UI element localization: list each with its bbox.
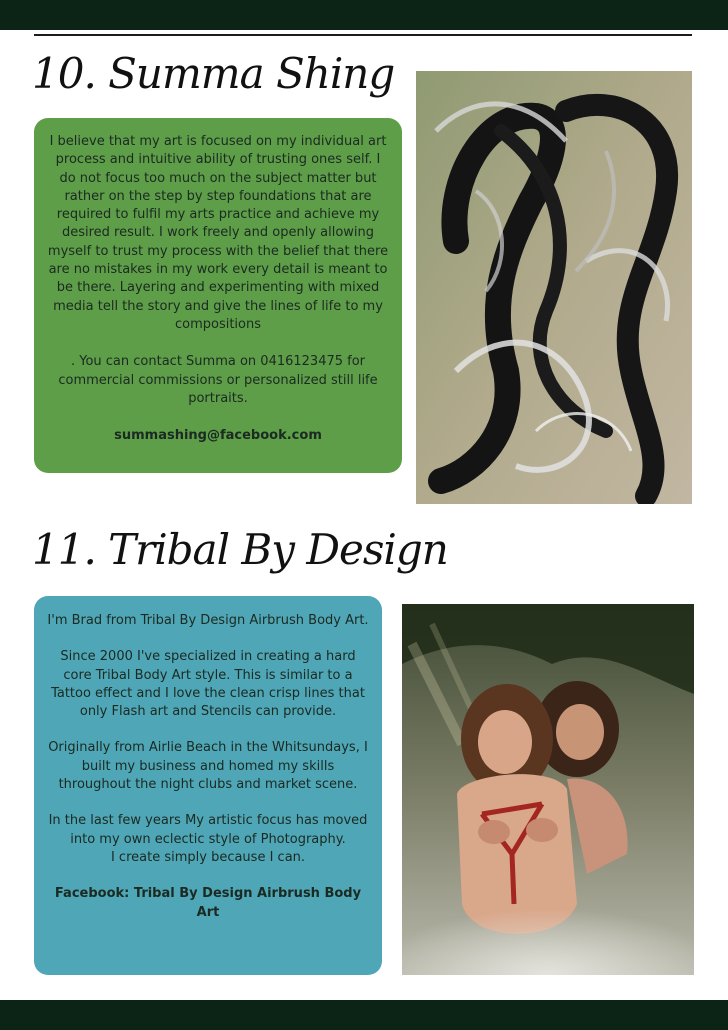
tribal-photograph-image (402, 604, 694, 975)
section-title-tribal-by-design: 11. Tribal By Design (32, 525, 448, 574)
section-title-summa-shing: 10. Summa Shing (32, 49, 395, 98)
tribal-photograph-graphic (402, 604, 694, 975)
tribal-style-text: Since 2000 I've specialized in creating a hard core Tribal Body Art style. This is similar to a Tattoo effect and I love the clean crisp lines that only Flash art and Stencils can provide. (51, 649, 365, 720)
summa-bio-text: I believe that my art is focused on my individual art process and intuitive ability of trusting ones self. I do not focus too much on the subject matter but rather on the step by step foundations that are required to fulfil my arts practice and achieve my desired result. I work freely and openly allowing myself to trust my process with the belief that there are no mistakes in my work every detail is meant to be there. Layering and experimenting with mixed media tell the story and give the lines of life to my compositions (47, 134, 389, 332)
summa-artwork-image (416, 71, 692, 504)
tribal-bio-card (34, 596, 382, 975)
tribal-closing-text: I create simply because I can. (110, 849, 306, 865)
summa-bio-card (34, 118, 402, 473)
summa-email-link[interactable]: summashing@facebook.com (114, 428, 322, 444)
header-rule (34, 34, 692, 36)
tribal-facebook-link[interactable]: Facebook: Tribal By Design Airbrush Body Art (54, 886, 362, 920)
footer-band (0, 1000, 728, 1030)
tribal-focus-text: In the last few years My artistic focus has moved into my own eclectic style of Photography. (48, 813, 368, 847)
summa-contact-text: . You can contact Summa on 0416123475 for commercial commissions or personalized still life portraits. (58, 354, 378, 406)
tribal-intro-text: I'm Brad from Tribal By Design Airbrush Body Art. (47, 613, 369, 628)
summa-artwork-graphic (416, 71, 692, 504)
tribal-origin-text: Originally from Airlie Beach in the Whitsundays, I built my business and homed my skills throughout the night clubs and market scene. (48, 740, 368, 793)
header-band (0, 0, 728, 30)
